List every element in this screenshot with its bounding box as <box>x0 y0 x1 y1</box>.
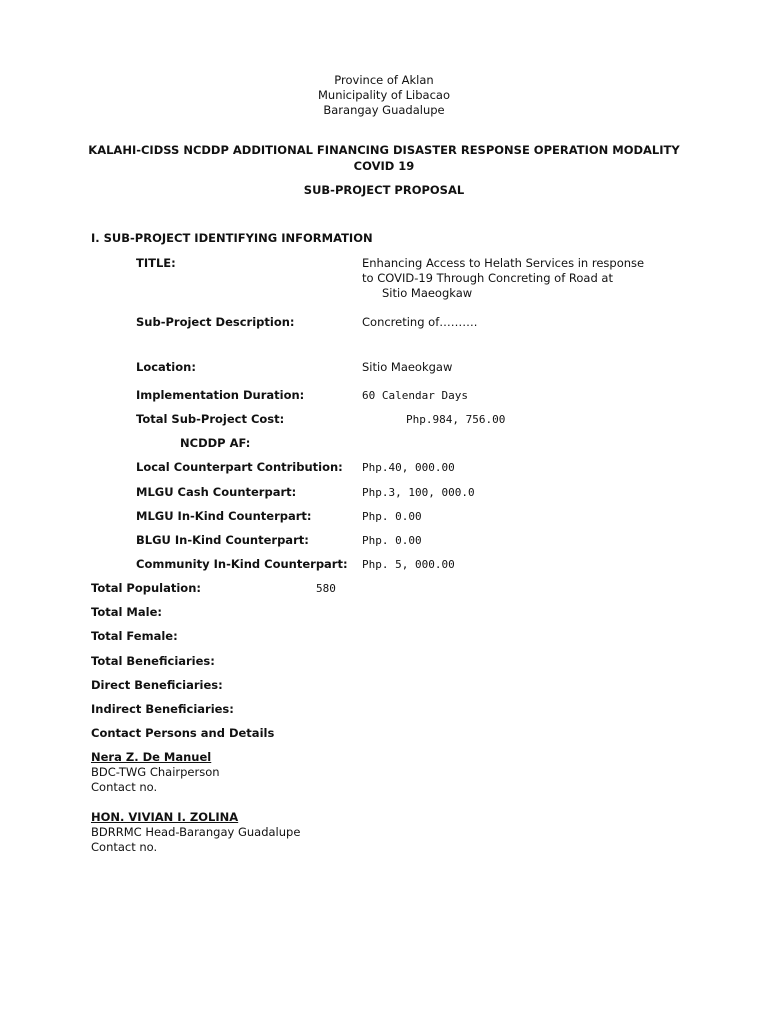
blgu-inkind-label: BLGU In-Kind Counterpart: <box>136 533 309 547</box>
total-male-label: Total Male: <box>91 605 162 619</box>
contacts-heading: Contact Persons and Details <box>91 726 275 740</box>
local-counterpart-value: Php.40, 000.00 <box>362 461 455 474</box>
mlgu-inkind-value: Php. 0.00 <box>362 510 422 523</box>
total-population-label: Total Population: <box>91 581 201 595</box>
description-label: Sub-Project Description: <box>136 315 295 329</box>
title-value-line-3: Sitio Maeogkaw <box>382 286 473 300</box>
blgu-inkind-value: Php. 0.00 <box>362 534 422 547</box>
document-type: SUB-PROJECT PROPOSAL <box>303 183 465 197</box>
mlgu-cash-value: Php.3, 100, 000.0 <box>362 486 475 499</box>
program-title: KALAHI-CIDSS NCDDP ADDITIONAL FINANCING DISASTER RESPONSE OPERATION MODALITY <box>88 143 680 157</box>
total-female-label: Total Female: <box>91 629 178 643</box>
description-value: Concreting of………. <box>362 315 478 329</box>
duration-value: 60 Calendar Days <box>362 389 468 402</box>
title-value-line-2: to COVID-19 Through Concreting of Road at <box>362 271 613 285</box>
mlgu-inkind-label: MLGU In-Kind Counterpart: <box>136 509 312 523</box>
total-cost-value: Php.984, 756.00 <box>406 413 506 426</box>
community-inkind-label: Community In-Kind Counterpart: <box>136 557 348 571</box>
indirect-beneficiaries-label: Indirect Beneficiaries: <box>91 702 234 716</box>
barangay-line: Barangay Guadalupe <box>323 103 445 117</box>
program-subtitle: COVID 19 <box>353 159 415 173</box>
total-cost-label: Total Sub-Project Cost: <box>136 412 285 426</box>
section-heading: I. SUB-PROJECT IDENTIFYING INFORMATION <box>91 231 373 245</box>
municipality-line: Municipality of Libacao <box>317 88 450 102</box>
local-counterpart-label: Local Counterpart Contribution: <box>136 460 343 474</box>
title-value-line-1: Enhancing Access to Helath Services in response <box>362 256 645 270</box>
province-line: Province of Aklan <box>334 73 434 87</box>
contact-person-name: HON. VIVIAN I. ZOLINA <box>91 810 239 824</box>
total-beneficiaries-label: Total Beneficiaries: <box>91 654 215 668</box>
mlgu-cash-label: MLGU Cash Counterpart: <box>136 485 297 499</box>
contact-person-number: Contact no. <box>91 780 158 794</box>
contact-person-role: BDC-TWG Chairperson <box>91 765 220 779</box>
contact-person-number: Contact no. <box>91 840 158 854</box>
direct-beneficiaries-label: Direct Beneficiaries: <box>91 678 223 692</box>
location-value: Sitio Maeokgaw <box>362 360 453 374</box>
ncddp-af-label: NCDDP AF: <box>180 436 251 450</box>
contact-person-role: BDRRMC Head-Barangay Guadalupe <box>91 825 301 839</box>
duration-label: Implementation Duration: <box>136 388 305 402</box>
location-label: Location: <box>136 360 196 374</box>
contact-person-name: Nera Z. De Manuel <box>91 750 212 764</box>
community-inkind-value: Php. 5, 000.00 <box>362 558 455 571</box>
total-population-value: 580 <box>316 582 336 595</box>
title-label: TITLE: <box>136 256 176 270</box>
